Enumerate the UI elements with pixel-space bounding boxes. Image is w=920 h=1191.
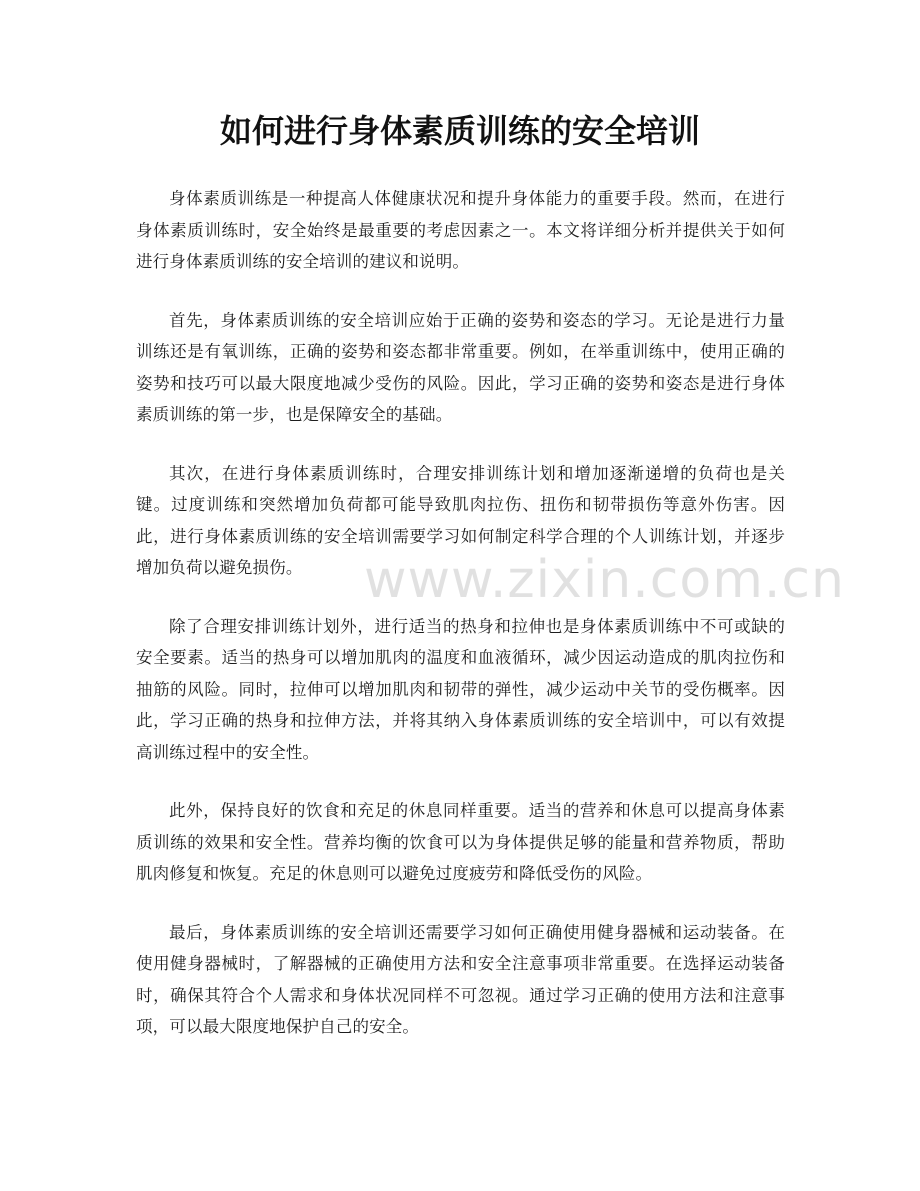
paragraph-2: 首先，身体素质训练的安全培训应始于正确的姿势和姿态的学习。无论是进行力量训练还是有氧训练，正确的姿势和姿态都非常重要。例如，在举重训练中，使用正确的姿势和技巧可以最大限度地减少受伤的风险。因此，学习正确的姿势和姿态是进行身体素质训练的第一步，也是保障安全的基础。 [136, 310, 785, 424]
paragraph-6: 最后，身体素质训练的安全培训还需要学习如何正确使用健身器械和运动装备。在使用健身器械时，了解器械的正确使用方法和安全注意事项非常重要。在选择运动装备时，确保其符合个人需求和身体状况同样不可忽视。通过学习正确的使用方法和注意事项，可以最大限度地保护自己的安全。 [136, 922, 785, 1036]
paragraph-4: 除了合理安排训练计划外，进行适当的热身和拉伸也是身体素质训练中不可或缺的安全要素。适当的热身可以增加肌肉的温度和血液循环，减少因运动造成的肌肉拉伤和抽筋的风险。同时，拉伸可以增加肌肉和韧带的弹性，减少运动中关节的受伤概率。因此，学习正确的热身和拉伸方法，并将其纳入身体素质训练的安全培训中，可以有效提高训练过程中的安全性。 [136, 616, 785, 762]
page-title: 如何进行身体素质训练的安全培训 [219, 112, 700, 150]
watermark-text: www.zixin.com.cn [364, 550, 845, 610]
paragraph-1: 身体素质训练是一种提高人体健康状况和提升身体能力的重要手段。然而，在进行身体素质训练时，安全始终是最重要的考虑因素之一。本文将详细分析并提供关于如何进行身体素质训练的安全培训的建议和说明。 [136, 189, 785, 271]
document-body [136, 183, 785, 1070]
paragraph-5: 此外，保持良好的饮食和充足的休息同样重要。适当的营养和休息可以提高身体素质训练的效果和安全性。营养均衡的饮食可以为身体提供足够的能量和营养物质，帮助肌肉修复和恢复。充足的休息则可以避免过度疲劳和降低受伤的风险。 [136, 801, 785, 883]
paragraph-3: 其次，在进行身体素质训练时，合理安排训练计划和增加逐渐递增的负荷也是关键。过度训练和突然增加负荷都可能导致肌肉拉伤、扭伤和韧带损伤等意外伤害。因此，进行身体素质训练的安全培训需要学习如何制定科学合理的个人训练计划，并逐步增加负荷以避免损伤。 [136, 463, 785, 577]
